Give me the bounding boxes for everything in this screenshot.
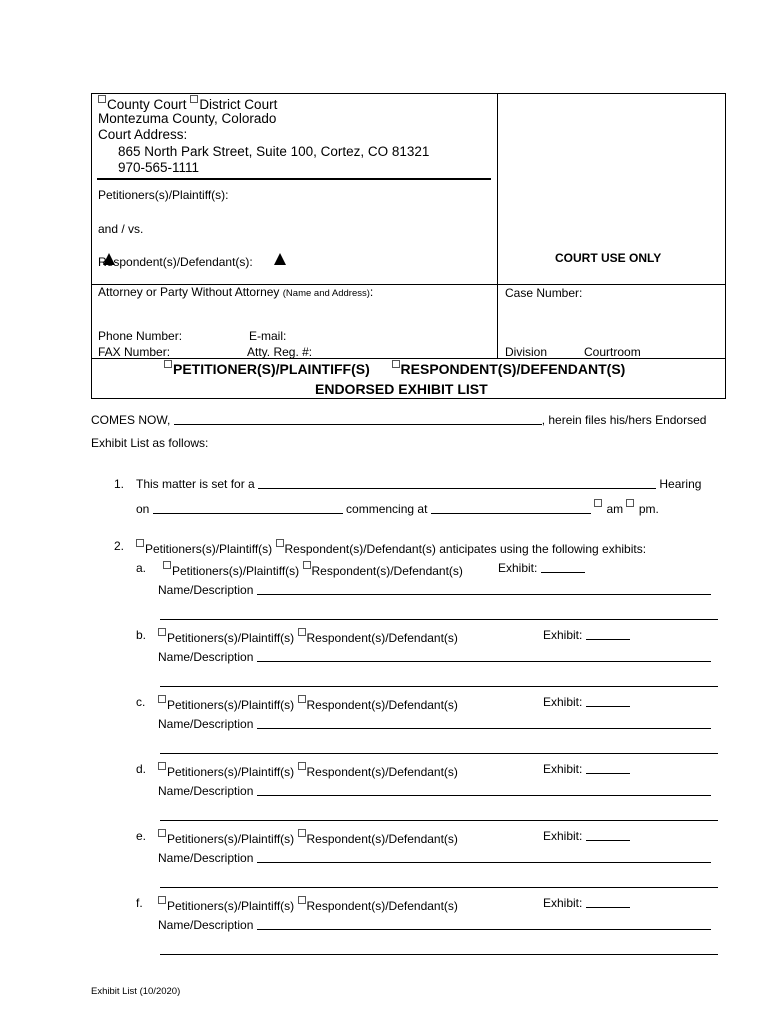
- pm-checkbox[interactable]: [626, 499, 634, 507]
- exhibit-description-field: [158, 851, 711, 865]
- exhibit-party-options: [158, 695, 458, 712]
- district-court-label: District Court: [199, 97, 278, 112]
- exhibit-number-field: [543, 628, 630, 642]
- exhibit-description-label: Name/Description: [158, 784, 254, 798]
- exhibit-description-blank[interactable]: [257, 918, 711, 930]
- exhibit-description-label: Name/Description: [158, 717, 254, 731]
- address-underline: [97, 178, 491, 180]
- division-label: Division: [505, 345, 548, 359]
- exhibit-description-field: [158, 650, 711, 664]
- item1-line: [136, 477, 701, 491]
- exhibit-description-field: [158, 583, 711, 597]
- party-name-blank[interactable]: [174, 413, 542, 425]
- exhibit-number-blank[interactable]: [586, 896, 630, 908]
- exhibit-description-blank-2[interactable]: [160, 820, 718, 821]
- exhibit-letter: c.: [136, 695, 146, 709]
- triangle-marker-icon: [103, 253, 115, 265]
- item1-text: This matter is set for a: [136, 477, 255, 491]
- item2-petitioner-label: Petitioners(s)/Plaintiff(s): [145, 542, 273, 556]
- attorney-label-colon: :: [369, 285, 374, 299]
- exhibit-entry-a: [0, 561, 770, 621]
- exhibit-petitioner-label: Petitioners(s)/Plaintiff(s): [167, 765, 295, 779]
- exhibit-number-label: Exhibit:: [543, 762, 583, 776]
- commencing-label: commencing at: [346, 502, 428, 516]
- comes-now-label: COMES NOW,: [91, 413, 171, 427]
- atty-reg-label: Atty. Reg. #:: [247, 345, 313, 359]
- court-phone: 970-565-1111: [118, 160, 200, 175]
- exhibit-description-label: Name/Description: [158, 918, 254, 932]
- exhibit-number-label: Exhibit:: [543, 829, 583, 843]
- pm-label: pm.: [638, 502, 659, 516]
- hearing-time-blank[interactable]: [431, 502, 591, 514]
- herein-text: , herein files his/hers Endorsed: [541, 413, 707, 427]
- exhibit-number-label: Exhibit:: [543, 695, 583, 709]
- exhibit-entry-c: [0, 695, 770, 755]
- exhibit-petitioner-label: Petitioners(s)/Plaintiff(s): [167, 899, 295, 913]
- phone-number-label: Phone Number:: [98, 329, 183, 343]
- attorney-label-main: Attorney or Party Without Attorney: [98, 285, 280, 299]
- exhibit-petitioner-label: Petitioners(s)/Plaintiff(s): [167, 698, 295, 712]
- title-respondent-label: RESPONDENT(S)/DEFENDANT(S): [400, 361, 626, 377]
- exhibit-petitioner-checkbox[interactable]: [158, 628, 166, 636]
- exhibit-petitioner-checkbox[interactable]: [158, 695, 166, 703]
- exhibit-description-blank[interactable]: [257, 851, 711, 863]
- exhibit-respondent-label: Respondent(s)/Defendant(s): [306, 698, 458, 712]
- hearing-date-blank[interactable]: [153, 502, 343, 514]
- exhibit-number-field: [543, 762, 630, 776]
- title-respondent-checkbox[interactable]: [392, 360, 400, 368]
- exhibit-petitioner-label: Petitioners(s)/Plaintiff(s): [167, 832, 295, 846]
- exhibit-number-field: [498, 561, 585, 575]
- item1-line2: [136, 499, 659, 516]
- caption-vertical-divider: [497, 93, 498, 359]
- county-court-checkbox[interactable]: [98, 95, 106, 103]
- respondents-label: Respondent(s)/Defendant(s):: [98, 255, 253, 269]
- court-options: [98, 95, 277, 112]
- exhibit-description-blank-2[interactable]: [160, 954, 718, 955]
- exhibit-description-blank-2[interactable]: [160, 619, 718, 620]
- case-number-label: Case Number:: [505, 286, 583, 300]
- exhibit-number-blank[interactable]: [586, 695, 630, 707]
- triangle-marker-icon: [274, 253, 286, 265]
- exhibit-respondent-label: Respondent(s)/Defendant(s): [306, 765, 458, 779]
- exhibit-letter: f.: [136, 896, 143, 910]
- exhibit-petitioner-label: Petitioners(s)/Plaintiff(s): [167, 631, 295, 645]
- exhibit-respondent-label: Respondent(s)/Defendant(s): [306, 832, 458, 846]
- exhibit-party-options: [163, 561, 463, 578]
- exhibit-party-options: [158, 896, 458, 913]
- item2-petitioner-checkbox[interactable]: [136, 539, 144, 547]
- exhibit-party-options: [158, 628, 458, 645]
- exhibit-letter: b.: [136, 628, 147, 642]
- item2-respondent-checkbox[interactable]: [276, 539, 284, 547]
- exhibit-number-blank[interactable]: [586, 628, 630, 640]
- exhibit-description-blank[interactable]: [257, 583, 711, 595]
- and-vs-label: and / vs.: [98, 222, 144, 236]
- exhibit-letter: d.: [136, 762, 147, 776]
- exhibit-respondent-label: Respondent(s)/Defendant(s): [306, 631, 458, 645]
- exhibit-number-label: Exhibit:: [543, 896, 583, 910]
- exhibit-description-blank[interactable]: [257, 784, 711, 796]
- exhibit-description-blank[interactable]: [257, 717, 711, 729]
- fax-number-label: FAX Number:: [98, 345, 171, 359]
- exhibit-description-blank-2[interactable]: [160, 753, 718, 754]
- comes-now-line: [91, 413, 706, 427]
- title-options: [164, 360, 625, 377]
- court-address-label: Court Address:: [98, 127, 188, 142]
- exhibit-respondent-checkbox[interactable]: [298, 896, 306, 904]
- exhibit-number-label: Exhibit:: [543, 628, 583, 642]
- exhibit-petitioner-label: Petitioners(s)/Plaintiff(s): [172, 564, 300, 578]
- email-label: E-mail:: [249, 329, 287, 343]
- exhibit-petitioner-checkbox[interactable]: [158, 829, 166, 837]
- exhibit-respondent-checkbox[interactable]: [298, 762, 306, 770]
- exhibit-respondent-label: Respondent(s)/Defendant(s): [311, 564, 463, 578]
- exhibit-description-blank[interactable]: [257, 650, 711, 662]
- hearing-label: Hearing: [659, 477, 702, 491]
- attorney-label: [98, 285, 373, 299]
- exhibit-number-label: Exhibit:: [498, 561, 538, 575]
- district-court-checkbox[interactable]: [190, 95, 198, 103]
- exhibit-letter: a.: [136, 561, 147, 575]
- title-petitioner-checkbox[interactable]: [164, 360, 172, 368]
- exhibit-petitioner-checkbox[interactable]: [158, 896, 166, 904]
- courtroom-label: Courtroom: [584, 345, 641, 359]
- hearing-type-blank[interactable]: [258, 477, 656, 489]
- item2-line: [136, 539, 646, 556]
- am-checkbox[interactable]: [594, 499, 602, 507]
- exhibit-description-blank-2[interactable]: [160, 686, 718, 687]
- exhibit-number-field: [543, 695, 630, 709]
- petitioners-label: Petitioners(s)/Plaintiff(s):: [98, 188, 229, 202]
- exhibit-entry-e: [0, 829, 770, 889]
- county-name: Montezuma County, Colorado: [98, 111, 277, 126]
- exhibit-respondent-checkbox[interactable]: [298, 829, 306, 837]
- exhibit-number-field: [543, 896, 630, 910]
- exhibit-respondent-checkbox[interactable]: [298, 695, 306, 703]
- court-use-only: COURT USE ONLY: [555, 251, 662, 265]
- attorney-label-sub: (Name and Address): [282, 288, 370, 299]
- exhibit-respondent-label: Respondent(s)/Defendant(s): [306, 899, 458, 913]
- footer-form-id: Exhibit List (10/2020): [91, 986, 181, 997]
- item2-respondent-label: Respondent(s)/Defendant(s) anticipates using the following exhibits:: [284, 542, 647, 556]
- exhibit-list-intro: Exhibit List as follows:: [91, 436, 209, 450]
- exhibit-respondent-checkbox[interactable]: [303, 561, 311, 569]
- on-label: on: [136, 502, 150, 516]
- exhibit-letter: e.: [136, 829, 147, 843]
- exhibit-number-blank[interactable]: [586, 762, 630, 774]
- exhibit-party-options: [158, 762, 458, 779]
- exhibit-number-blank[interactable]: [541, 561, 585, 573]
- exhibit-petitioner-checkbox[interactable]: [158, 762, 166, 770]
- exhibit-number-blank[interactable]: [586, 829, 630, 841]
- exhibit-description-blank-2[interactable]: [160, 887, 718, 888]
- exhibit-party-options: [158, 829, 458, 846]
- exhibit-description-field: [158, 784, 711, 798]
- am-label: am: [606, 502, 624, 516]
- document-title: ENDORSED EXHIBIT LIST: [315, 381, 488, 397]
- exhibit-entry-f: [0, 896, 770, 956]
- exhibit-petitioner-checkbox[interactable]: [163, 561, 171, 569]
- exhibit-description-label: Name/Description: [158, 851, 254, 865]
- exhibit-description-field: [158, 717, 711, 731]
- exhibit-description-label: Name/Description: [158, 583, 254, 597]
- item2-number: 2.: [114, 539, 125, 553]
- exhibit-number-field: [543, 829, 630, 843]
- exhibit-respondent-checkbox[interactable]: [298, 628, 306, 636]
- county-court-label: County Court: [107, 97, 187, 112]
- court-address: 865 North Park Street, Suite 100, Cortez, CO 81321: [118, 144, 430, 159]
- title-petitioner-label: PETITIONER(S)/PLAINTIFF(S): [173, 361, 370, 377]
- item1-number: 1.: [114, 477, 125, 491]
- exhibit-description-field: [158, 918, 711, 932]
- exhibit-description-label: Name/Description: [158, 650, 254, 664]
- exhibit-entry-b: [0, 628, 770, 688]
- exhibit-entry-d: [0, 762, 770, 822]
